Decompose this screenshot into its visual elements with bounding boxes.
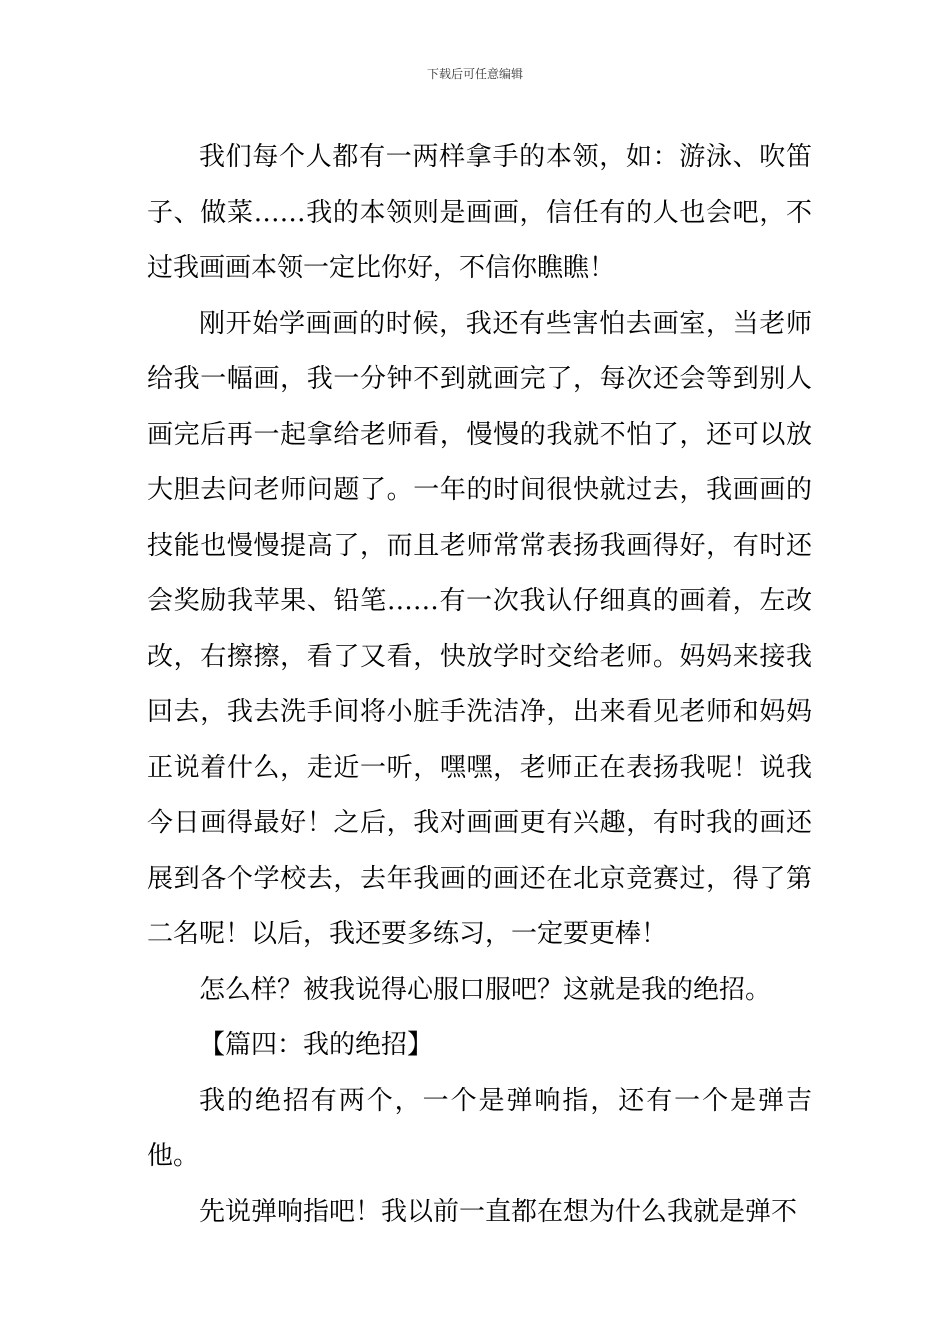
document-body <box>147 130 812 1240</box>
paragraph-1: 我们每个人都有一两样拿手的本领，如：游泳、吹笛子、做菜……我的本领则是画画，信任有的人也会吧，不过我画画本领一定比你好，不信你瞧瞧！ <box>147 142 812 283</box>
section-heading: 【篇四：我的绝招】 <box>199 1030 434 1060</box>
page-header: 下载后可任意编辑 <box>426 67 523 81</box>
paragraph-5: 先说弹响指吧！我以前一直都在想为什么我就是弹不 <box>199 1196 798 1227</box>
paragraph-3: 怎么样？被我说得心服口服吧？这就是我的绝招。 <box>199 974 772 1005</box>
paragraph-2: 刚开始学画画的时候，我还有些害怕去画室，当老师给我一幅画，我一分钟不到就画完了，每次还会等到别人画完后再一起拿给老师看，慢慢的我就不怕了，还可以放大胆去问老师问题了。一年的时间很快就过去，我画画的技能也慢慢提高了，而且老师常常表扬我画得好，有时还会奖励我苹果、铅笔……有一次我认仔细真的画着，左改改，右擦擦，看了又看，快放学时交给老师。妈妈来接我回去，我去洗手间将小脏手洗洁净，出来看见老师和妈妈正说着什么，走近一听，嘿嘿，老师正在表扬我呢！说我今日画得最好！之后，我对画画更有兴趣，有时我的画还展到各个学校去，去年我画的画还在北京竞赛过，得了第二名呢！以后，我还要多练习，一定要更棒！ <box>147 308 812 949</box>
paragraph-4: 我的绝招有两个，一个是弹响指，还有一个是弹吉他。 <box>147 1085 812 1171</box>
